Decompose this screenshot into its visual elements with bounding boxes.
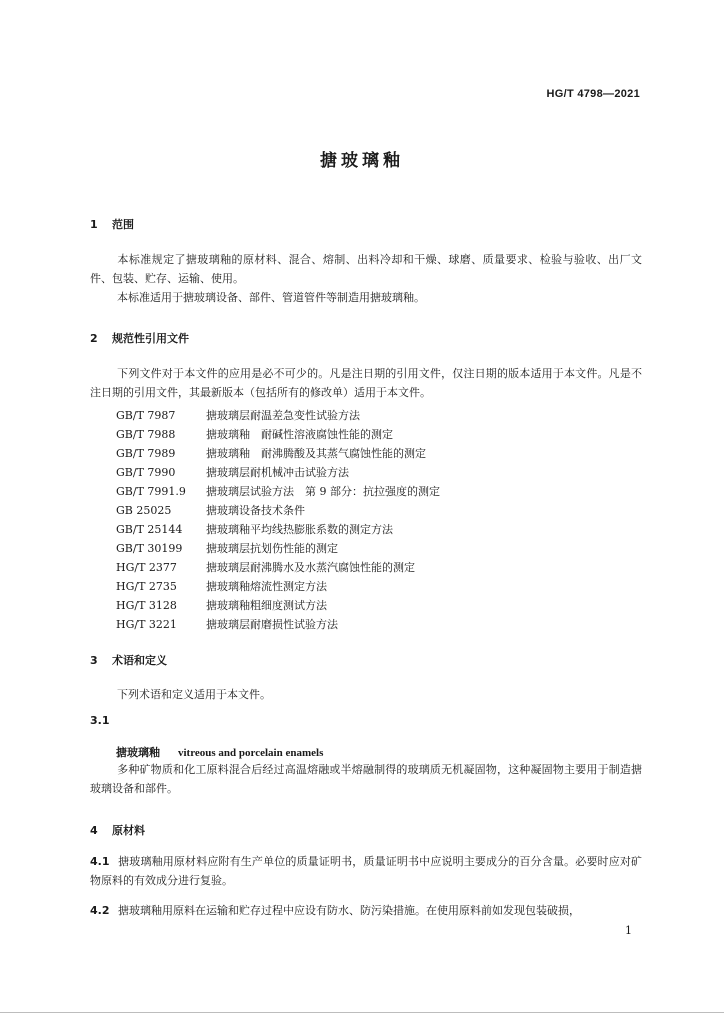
section-3-heading xyxy=(90,652,167,668)
reference-item xyxy=(116,539,440,558)
subsection-3-1-number: 3.1 xyxy=(90,714,110,727)
reference-item xyxy=(116,501,440,520)
section-title: 范围 xyxy=(112,218,134,231)
paragraph-text: 搪玻璃釉用原料在运输和贮存过程中应设有防水、防污染措施。在使用原料前如发现包装破损， xyxy=(118,904,580,917)
scan-edge-divider xyxy=(0,1012,724,1013)
section-1-heading xyxy=(90,216,134,232)
reference-title: 搪玻璃釉粗细度测试方法 xyxy=(206,599,327,612)
paragraph-text: 搪玻璃釉用原材料应附有生产单位的质量证明书，质量证明书中应说明主要成分的百分含量。必要时应对矿物原料的有效成分进行复验。 xyxy=(90,855,642,887)
document-code: HG/T 4798—2021 xyxy=(546,88,640,100)
paragraph-text: 下列文件对于本文件的应用是必不可少的。凡是注日期的引用文件，仅注日期的版本适用于本文件。凡是不注日期的引用文件，其最新版本（包括所有的修改单）适用于本文件。 xyxy=(90,367,642,399)
reference-title: 搪玻璃层抗划伤性能的测定 xyxy=(206,542,338,555)
reference-item xyxy=(116,558,440,577)
reference-code: HG/T 2377 xyxy=(116,561,177,574)
section-number: 2 xyxy=(90,332,98,345)
reference-item xyxy=(116,520,440,539)
paragraph-text: 多种矿物质和化工原料混合后经过高温熔融或半熔融制得的玻璃质无机凝固物，这种凝固物主要用于制造搪玻璃设备和部件。 xyxy=(90,763,642,795)
term-definition xyxy=(90,760,642,798)
paragraph-text: 本标准适用于搪玻璃设备、部件、管道管件等制造用搪玻璃釉。 xyxy=(117,291,425,304)
term-english: vitreous and porcelain enamels xyxy=(178,747,324,759)
reference-title: 搪玻璃层耐沸腾水及水蒸汽腐蚀性能的测定 xyxy=(206,561,415,574)
reference-title: 搪玻璃层耐磨损性试验方法 xyxy=(206,618,338,631)
reference-title: 搪玻璃层耐机械冲击试验方法 xyxy=(206,466,349,479)
section-1-paragraph-2 xyxy=(90,288,642,307)
section-number: 3 xyxy=(90,654,98,667)
section-title: 原材料 xyxy=(112,824,145,837)
reference-item xyxy=(116,615,440,634)
section-number: 1 xyxy=(90,218,98,231)
page-number: 1 xyxy=(625,924,632,937)
reference-title: 搪玻璃层试验方法 第 9 部分：抗拉强度的测定 xyxy=(206,485,440,498)
reference-code: HG/T 3221 xyxy=(116,618,177,631)
clause-number: 4.2 xyxy=(90,904,110,917)
normative-reference-list xyxy=(116,406,440,634)
reference-item xyxy=(116,444,440,463)
reference-item xyxy=(116,406,440,425)
section-number: 4 xyxy=(90,824,98,837)
section-title: 规范性引用文件 xyxy=(112,332,189,345)
reference-code: GB/T 30199 xyxy=(116,542,183,555)
reference-title: 搪玻璃层耐温差急变性试验方法 xyxy=(206,409,360,422)
reference-title: 搪玻璃设备技术条件 xyxy=(206,504,305,517)
reference-item xyxy=(116,482,440,501)
term-entry xyxy=(116,744,323,760)
reference-item xyxy=(116,577,440,596)
reference-title: 搪玻璃釉熔流性测定方法 xyxy=(206,580,327,593)
section-1-paragraph-1 xyxy=(90,250,642,288)
reference-item xyxy=(116,425,440,444)
reference-title: 搪玻璃釉 耐沸腾酸及其蒸气腐蚀性能的测定 xyxy=(206,447,426,460)
reference-code: GB/T 25144 xyxy=(116,523,183,536)
reference-code: GB/T 7989 xyxy=(116,447,176,460)
reference-title: 搪玻璃釉平均线热膨胀系数的测定方法 xyxy=(206,523,393,536)
reference-code: HG/T 2735 xyxy=(116,580,177,593)
reference-code: GB 25025 xyxy=(116,504,172,517)
reference-code: GB/T 7990 xyxy=(116,466,176,479)
reference-code: GB/T 7988 xyxy=(116,428,176,441)
section-3-intro xyxy=(90,685,642,704)
paragraph-text: 下列术语和定义适用于本文件。 xyxy=(117,688,271,701)
section-2-intro xyxy=(90,364,642,402)
paragraph-text: 本标准规定了搪玻璃釉的原材料、混合、熔制、出料冷却和干燥、球磨、质量要求、检验与验收、出厂文件、包装、贮存、运输、使用。 xyxy=(90,253,642,285)
reference-item xyxy=(116,596,440,615)
reference-title: 搪玻璃釉 耐碱性溶液腐蚀性能的测定 xyxy=(206,428,393,441)
reference-code: HG/T 3128 xyxy=(116,599,177,612)
term-chinese: 搪玻璃釉 xyxy=(116,746,160,759)
section-2-heading xyxy=(90,330,189,346)
section-title: 术语和定义 xyxy=(112,654,167,667)
reference-item xyxy=(116,463,440,482)
clause-4-2 xyxy=(90,901,642,920)
clause-4-1 xyxy=(90,852,642,890)
reference-code: GB/T 7987 xyxy=(116,409,176,422)
section-4-heading xyxy=(90,822,145,838)
document-title: 搪玻璃釉 xyxy=(320,151,404,171)
clause-number: 4.1 xyxy=(90,855,110,868)
reference-code: GB/T 7991.9 xyxy=(116,485,186,498)
